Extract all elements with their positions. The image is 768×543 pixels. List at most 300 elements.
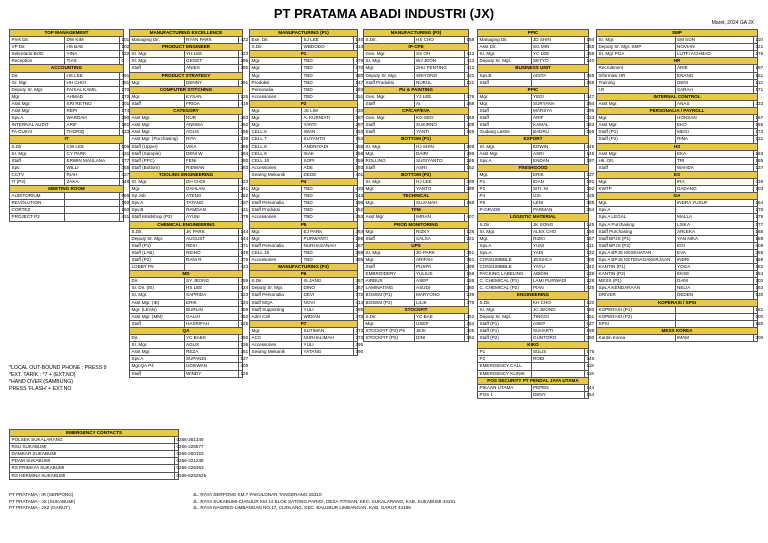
name-cell: WILLI xyxy=(65,164,120,171)
position-cell: Spv.A xyxy=(478,157,532,164)
directory-row xyxy=(130,313,243,320)
position-cell: Spv. xyxy=(10,164,65,171)
extension-cell: 141 xyxy=(240,186,249,192)
position-cell: Staff xyxy=(364,129,415,136)
directory-row xyxy=(250,228,358,235)
directory-row xyxy=(250,122,358,129)
extension-cell: 362 xyxy=(466,335,475,341)
extension-cell: 666 xyxy=(121,193,130,199)
position-cell: IT (P2) xyxy=(10,178,65,185)
name-cell: SARAH xyxy=(675,86,754,93)
section-header: QA xyxy=(130,327,243,334)
position-cell: Staff xyxy=(478,108,532,115)
position-cell: Managing Dir. xyxy=(130,37,185,44)
name-cell: THORIQ xyxy=(65,129,120,136)
position-cell: Staff xyxy=(130,320,185,327)
position-cell: Asst Mgr. xyxy=(130,129,185,136)
extension-cell: 427 xyxy=(121,171,130,177)
directory-row xyxy=(250,86,358,93)
position-cell: Managing Dir. xyxy=(478,37,532,44)
directory-row xyxy=(130,100,243,107)
name-cell: GEGET xyxy=(184,58,239,65)
name-cell: JESI xyxy=(414,327,465,334)
directory-row xyxy=(130,193,243,200)
position-cell: STOCKFIT (P2) P6 xyxy=(364,327,415,334)
extension-cell: 202 xyxy=(755,278,764,284)
section-header: IT xyxy=(10,136,124,143)
extension-cell: 259 xyxy=(240,278,249,284)
extension-cell: 350 xyxy=(240,335,249,341)
extension-cell: 242 xyxy=(586,264,595,270)
name-cell: LUTFI ACHMAD xyxy=(675,51,754,58)
directory-row xyxy=(364,51,469,58)
section-header-row xyxy=(250,30,358,37)
directory-row xyxy=(250,235,358,242)
name-cell: DENI W xyxy=(184,150,239,157)
column-4 xyxy=(363,29,475,342)
extension-cell: 373 xyxy=(355,335,364,341)
position-cell: Spv.B xyxy=(130,207,185,214)
directory-row xyxy=(10,115,124,122)
extension-cell: 150 xyxy=(586,306,595,312)
name-cell xyxy=(675,320,754,327)
name-cell: JD PARK xyxy=(414,249,465,256)
position-cell: Mgr. xyxy=(364,200,415,207)
position-cell: P2 xyxy=(478,186,532,193)
extension-cell: 431 xyxy=(121,214,130,220)
position-cell: Mgr. xyxy=(597,178,676,185)
name-cell: YC BAEK xyxy=(184,335,239,342)
extension-cell: 179 xyxy=(755,207,764,213)
section-header-row xyxy=(478,164,589,171)
directory-row xyxy=(597,278,758,285)
section-header: ENGINEERING xyxy=(478,292,589,299)
position-cell: Mgr. xyxy=(364,65,415,72)
name-cell: HS CHO xyxy=(414,37,465,44)
position-cell: Asst Mgr. xyxy=(10,100,65,107)
directory-row xyxy=(10,164,124,171)
section-header: STOCKFIT xyxy=(364,306,469,313)
position-cell: Asst Mgr. xyxy=(10,108,65,115)
extension-cell: 146 xyxy=(586,221,595,227)
extension-cell: 281 xyxy=(121,122,130,128)
position-cell: Staff (P1) xyxy=(478,320,532,327)
extension-cell: 0 xyxy=(121,58,125,64)
position-cell: C. CHEMICAL (P2) xyxy=(478,285,532,292)
position-cell: Staff Supporting xyxy=(250,306,302,313)
position-cell: Staff (P2) xyxy=(478,335,532,342)
position-cell: Staff Personalia xyxy=(250,292,302,299)
directory-row xyxy=(130,342,243,349)
directory-row xyxy=(10,150,124,157)
directory-row xyxy=(364,79,469,86)
extension-cell: 358 xyxy=(586,51,595,57)
section-header-row xyxy=(478,292,589,299)
name-cell: DENNY xyxy=(184,79,239,86)
extension-cell: 295 xyxy=(355,257,364,262)
name-cell: ARIFAH xyxy=(414,257,465,264)
extension-cell: 286 xyxy=(240,58,249,64)
position-cell: Staff (P1) xyxy=(130,242,185,249)
extension-cell: 282 xyxy=(240,193,249,199)
position-cell: Staff (P1) xyxy=(478,327,532,334)
directory-row xyxy=(250,164,358,171)
directory-row xyxy=(478,72,589,79)
name-cell: DH CHOI xyxy=(184,178,239,185)
position-cell: PACKING LABELING xyxy=(478,271,532,278)
directory-row xyxy=(478,349,589,356)
directory-row xyxy=(478,178,589,185)
directory-row xyxy=(478,278,589,285)
extension-cell: 160 xyxy=(121,207,130,213)
name-cell: YANTO xyxy=(414,186,465,193)
directory-row xyxy=(478,285,589,292)
name-cell: JS LIM xyxy=(302,108,354,115)
section-header-row xyxy=(364,136,469,143)
directory-row xyxy=(250,157,358,164)
directory-row xyxy=(130,178,243,185)
extension-cell: 299 xyxy=(466,264,475,270)
section-header-row xyxy=(597,143,758,150)
position-cell: AIRBUS xyxy=(364,278,415,285)
name-cell: YULI xyxy=(302,306,354,313)
extension-cell: 372 xyxy=(355,292,364,298)
extension-cell: 192 xyxy=(586,186,595,192)
extension-cell: 140 xyxy=(586,58,595,64)
name-cell: SUYANTO xyxy=(302,136,354,143)
extension-cell: 163 xyxy=(755,150,764,156)
name-cell: YEDI xyxy=(531,93,585,100)
column-2 xyxy=(129,29,249,378)
directory-row xyxy=(250,136,358,143)
extension-cell: 237 xyxy=(586,171,595,177)
name-cell: WARDAH xyxy=(65,115,120,122)
name-cell: NUR xyxy=(184,115,239,122)
position-cell: EMERGENCY CALL xyxy=(478,363,532,370)
address-line: JL. RAYA NAGREG-LIMBANGAN NO.17, CIJOLANG, KEC. BALUBUR LIMBANGAN, KAB. GARUT 44186 xyxy=(193,505,411,511)
extension-cell: 381 xyxy=(240,349,249,355)
extension-cell: 425 xyxy=(586,285,595,291)
section-header: TFM xyxy=(364,207,469,214)
date-label: Maret, 2024 GA JX xyxy=(711,20,754,26)
directory-row xyxy=(478,207,589,214)
directory-row xyxy=(364,228,469,235)
position-cell: Pres Dir. xyxy=(10,37,65,44)
position-cell: Spv.A xyxy=(10,115,65,122)
position-cell: Staff Personalia xyxy=(250,242,302,249)
position-cell: Mgr. xyxy=(364,320,415,327)
section-header: HS xyxy=(597,143,758,150)
position-cell: Sr. Mgr. xyxy=(364,58,415,65)
extension-cell: 431 xyxy=(121,150,130,156)
extension-cell: 211 xyxy=(586,242,594,248)
position-cell: Asst Mgr. xyxy=(130,349,185,356)
name-cell: YAN NIKA xyxy=(675,235,754,242)
directory-row xyxy=(250,129,358,136)
extension-cell: 405 xyxy=(240,363,249,369)
extension-cell: 179 xyxy=(755,214,764,220)
extension-cell: 395 xyxy=(355,306,364,312)
extension-cell: 375 xyxy=(240,257,249,262)
directory-row xyxy=(250,93,358,100)
directory-table xyxy=(596,29,764,342)
position-cell: Staff xyxy=(478,115,532,122)
directory-row xyxy=(250,79,358,86)
position-cell: KWTP xyxy=(597,186,676,193)
extension-cell: 280 xyxy=(355,72,364,78)
section-header: KIKO xyxy=(478,342,589,349)
position-cell: Mgr. xyxy=(130,186,185,193)
name-cell: PIAN xyxy=(531,285,585,292)
name-cell: RIDWAN xyxy=(184,164,239,171)
section-header: PERSONALIA / PAYROLL xyxy=(597,108,758,115)
position-cell: Sr. Mgr. xyxy=(130,292,185,299)
position-cell: Staff MQA xyxy=(250,299,302,306)
section-header-row xyxy=(130,72,243,79)
directory-row xyxy=(597,271,758,278)
position-cell: Mgr. xyxy=(250,327,302,334)
extension-cell: 239 xyxy=(466,292,475,298)
extension-cell: 182 xyxy=(755,264,764,270)
section-header-row xyxy=(130,221,243,228)
name-cell: JK SONG xyxy=(531,221,585,228)
name-cell: JC JEONG xyxy=(531,306,585,313)
name-cell: PEPEN xyxy=(531,384,585,391)
position-cell: S.Dir. xyxy=(250,278,302,285)
extension-cell: 152 xyxy=(466,164,475,170)
name-cell: AGUS xyxy=(184,342,239,349)
name-cell: LENI xyxy=(531,200,585,207)
position-cell: Spv.A BPJS KESEHATAN xyxy=(597,249,676,256)
extension-cell: 352 xyxy=(240,313,249,319)
extension-cell: 101 xyxy=(121,37,130,43)
name-cell: TBD xyxy=(302,193,354,200)
section-header: PROD MONITORING xyxy=(364,221,469,228)
extension-cell: 189 xyxy=(755,257,764,262)
name-cell: SG MIN xyxy=(531,44,585,51)
extension-cell: 174 xyxy=(121,108,130,114)
position-cell: Asst Mgr. (MM) xyxy=(130,313,185,320)
position-cell: Staff Personalia xyxy=(250,200,302,207)
name-cell xyxy=(531,370,585,377)
section-header-row xyxy=(597,171,758,178)
extension-cell: 173 xyxy=(755,129,764,135)
extension-cell: 401 xyxy=(355,171,364,177)
position-cell: Staff xyxy=(130,100,185,107)
position-cell: I.R xyxy=(597,86,676,93)
directory-row xyxy=(597,200,758,207)
directory-row xyxy=(130,93,243,100)
directory-row xyxy=(478,242,589,249)
name-cell: DENY xyxy=(531,391,585,398)
position-cell: Staff xyxy=(364,122,415,129)
extension-cell: 300 xyxy=(755,335,764,341)
name-cell: VIKA xyxy=(184,143,239,150)
section-header: TECHNICAL xyxy=(364,193,469,200)
extension-cell: 195 xyxy=(240,129,249,135)
name-cell: DENI xyxy=(675,79,754,86)
name-cell: SULIS xyxy=(531,349,585,356)
directory-row xyxy=(597,72,758,79)
directory-row xyxy=(478,129,589,136)
position-cell: Mgr. xyxy=(250,58,302,65)
extension-cell: 289 xyxy=(586,79,595,85)
directory-row xyxy=(478,200,589,207)
position-cell: Mgr. xyxy=(250,228,302,235)
name-cell: YANTI xyxy=(302,122,354,129)
position-cell: Sewing Mekanik xyxy=(250,349,302,356)
section-header: P5 xyxy=(250,221,358,228)
name-cell: YAYU xyxy=(531,264,585,271)
extension-cell: 158 xyxy=(466,278,475,284)
location-name: PT PRATAMA - JX (SUKABUMI) xyxy=(9,498,76,504)
extension-cell: 144 xyxy=(586,384,595,390)
extension-cell: 354 xyxy=(586,207,595,213)
name-cell: INDRI xyxy=(675,257,754,264)
directory-row xyxy=(597,115,758,122)
extension-cell: 132 xyxy=(586,249,595,255)
name-cell: MARSYA xyxy=(531,108,585,115)
position-cell: Sr. Mgr. xyxy=(130,342,185,349)
name-cell: HASRIFAH xyxy=(184,320,239,327)
section-header: P7 xyxy=(250,320,358,327)
position-cell: Accessories xyxy=(250,214,302,221)
position-cell: Gr. Mgr. xyxy=(10,79,65,86)
name-cell: EKSE xyxy=(675,271,754,278)
extension-cell: 376 xyxy=(466,299,475,305)
name-cell: ENDAN xyxy=(531,157,585,164)
position-cell: Dir. xyxy=(130,335,185,342)
directory-row xyxy=(478,363,589,370)
name-cell: ANIES xyxy=(184,65,239,72)
extension-cell: 165 xyxy=(755,157,764,163)
name-cell: RINA xyxy=(675,136,754,143)
name-cell: CW LEE xyxy=(65,143,120,150)
name-cell: ADITA xyxy=(531,72,585,79)
name-cell: HH CHOI xyxy=(65,79,120,86)
position-cell: Gudang Lastre xyxy=(478,129,532,136)
section-header: CP/CAP/EVA xyxy=(364,108,469,115)
section-header: MANUFACTURING (P1) xyxy=(250,30,358,37)
extension-cell: 161 xyxy=(755,72,764,78)
position-cell: Staff xyxy=(364,164,415,171)
directory-row xyxy=(250,278,358,285)
position-cell: Spv.A xyxy=(130,356,185,363)
directory-row xyxy=(364,122,469,129)
position-cell: CELL 6 xyxy=(250,129,302,136)
extension-cell: 197 xyxy=(586,157,595,163)
extension-cell: 138 xyxy=(240,136,249,142)
section-header: HR xyxy=(597,58,758,65)
directory-row xyxy=(597,51,758,58)
emergency-row xyxy=(10,465,179,472)
directory-row xyxy=(364,58,469,65)
emergency-contacts xyxy=(9,429,207,480)
position-cell: Spv.A BPJS KETENAGAKERJAAN xyxy=(597,257,676,264)
section-header: P2 xyxy=(250,100,358,107)
extension-cell: 123 xyxy=(240,292,249,298)
position-cell: Mgr. xyxy=(478,171,532,178)
directory-row xyxy=(364,200,469,207)
contact-name: DAMKAR SUKABUMI xyxy=(10,451,175,458)
name-cell xyxy=(675,306,754,313)
name-cell: ARIF xyxy=(65,122,120,129)
name-cell: ASEP xyxy=(531,320,585,327)
extension-cell: 430 xyxy=(355,186,364,192)
position-cell: ACC xyxy=(250,335,302,342)
extension-cell: 390 xyxy=(355,349,364,355)
section-header-row xyxy=(10,65,124,72)
extension-cell: 156 xyxy=(355,150,364,156)
section-header: TOOLING ENGINEERING xyxy=(130,171,243,178)
name-cell: EGI xyxy=(675,242,754,249)
position-cell: Staff (PPC) xyxy=(130,157,185,164)
position-cell: Sr. Mgr. xyxy=(478,143,532,150)
name-cell: LILIK xyxy=(414,299,465,306)
directory-table xyxy=(129,29,249,378)
name-cell: TBD xyxy=(302,72,354,79)
directory-row xyxy=(10,171,124,178)
extension-cell: 140 xyxy=(355,37,364,43)
name-cell: FENI xyxy=(184,157,239,164)
section-header: COMPUTER STITCHING xyxy=(130,86,243,93)
directory-row xyxy=(478,51,589,58)
name-cell: ANDRIYADI xyxy=(302,143,354,150)
directory-row xyxy=(130,335,243,342)
name-cell: ALEX CHO xyxy=(531,228,585,235)
section-header-row xyxy=(250,264,358,271)
extension-cell: 298 xyxy=(466,150,475,156)
extension-cell: 145 xyxy=(586,143,595,149)
note-line: *HAND OVER (SAMBUNG) xyxy=(9,379,73,385)
section-header: BOTTOM (P2) xyxy=(364,171,469,178)
position-cell: Adm Cell xyxy=(250,313,302,320)
directory-row xyxy=(478,37,589,44)
position-cell: Staff xyxy=(597,164,676,171)
directory-row xyxy=(597,164,758,171)
directory-row xyxy=(364,299,469,306)
emergency-row xyxy=(10,437,179,444)
extension-cell: 238 xyxy=(586,271,595,277)
directory-row xyxy=(597,249,758,256)
directory-row xyxy=(364,292,469,299)
section-header-row xyxy=(364,221,469,228)
section-header-row xyxy=(364,306,469,313)
section-header-row xyxy=(597,58,758,65)
extension-cell: 159 xyxy=(355,157,364,163)
name-cell: NOVIAN xyxy=(675,44,754,51)
extension-cell: 181 xyxy=(755,306,764,312)
position-cell: PROJECT P2 xyxy=(10,214,65,221)
contact-phone: 0266-225577 xyxy=(176,444,204,450)
directory-row xyxy=(597,37,758,44)
extension-cell: 294 xyxy=(586,100,595,106)
position-cell: Accessories xyxy=(250,342,302,349)
directory-row xyxy=(364,313,469,320)
directory-row xyxy=(250,299,358,306)
extension-cell: 165 xyxy=(755,122,764,128)
directory-row xyxy=(130,157,243,164)
extension-cell: 363 xyxy=(586,122,595,128)
name-cell: ZHU FENTING xyxy=(414,65,465,72)
extension-cell: 131 xyxy=(755,136,764,142)
position-cell: Sp Job xyxy=(130,193,185,200)
directory-row xyxy=(250,207,358,214)
extension-cell: 160 xyxy=(121,200,130,206)
name-cell: RIZKY xyxy=(414,228,465,235)
position-cell: Personalia xyxy=(250,86,302,93)
extension-cell: 361 xyxy=(466,257,475,262)
